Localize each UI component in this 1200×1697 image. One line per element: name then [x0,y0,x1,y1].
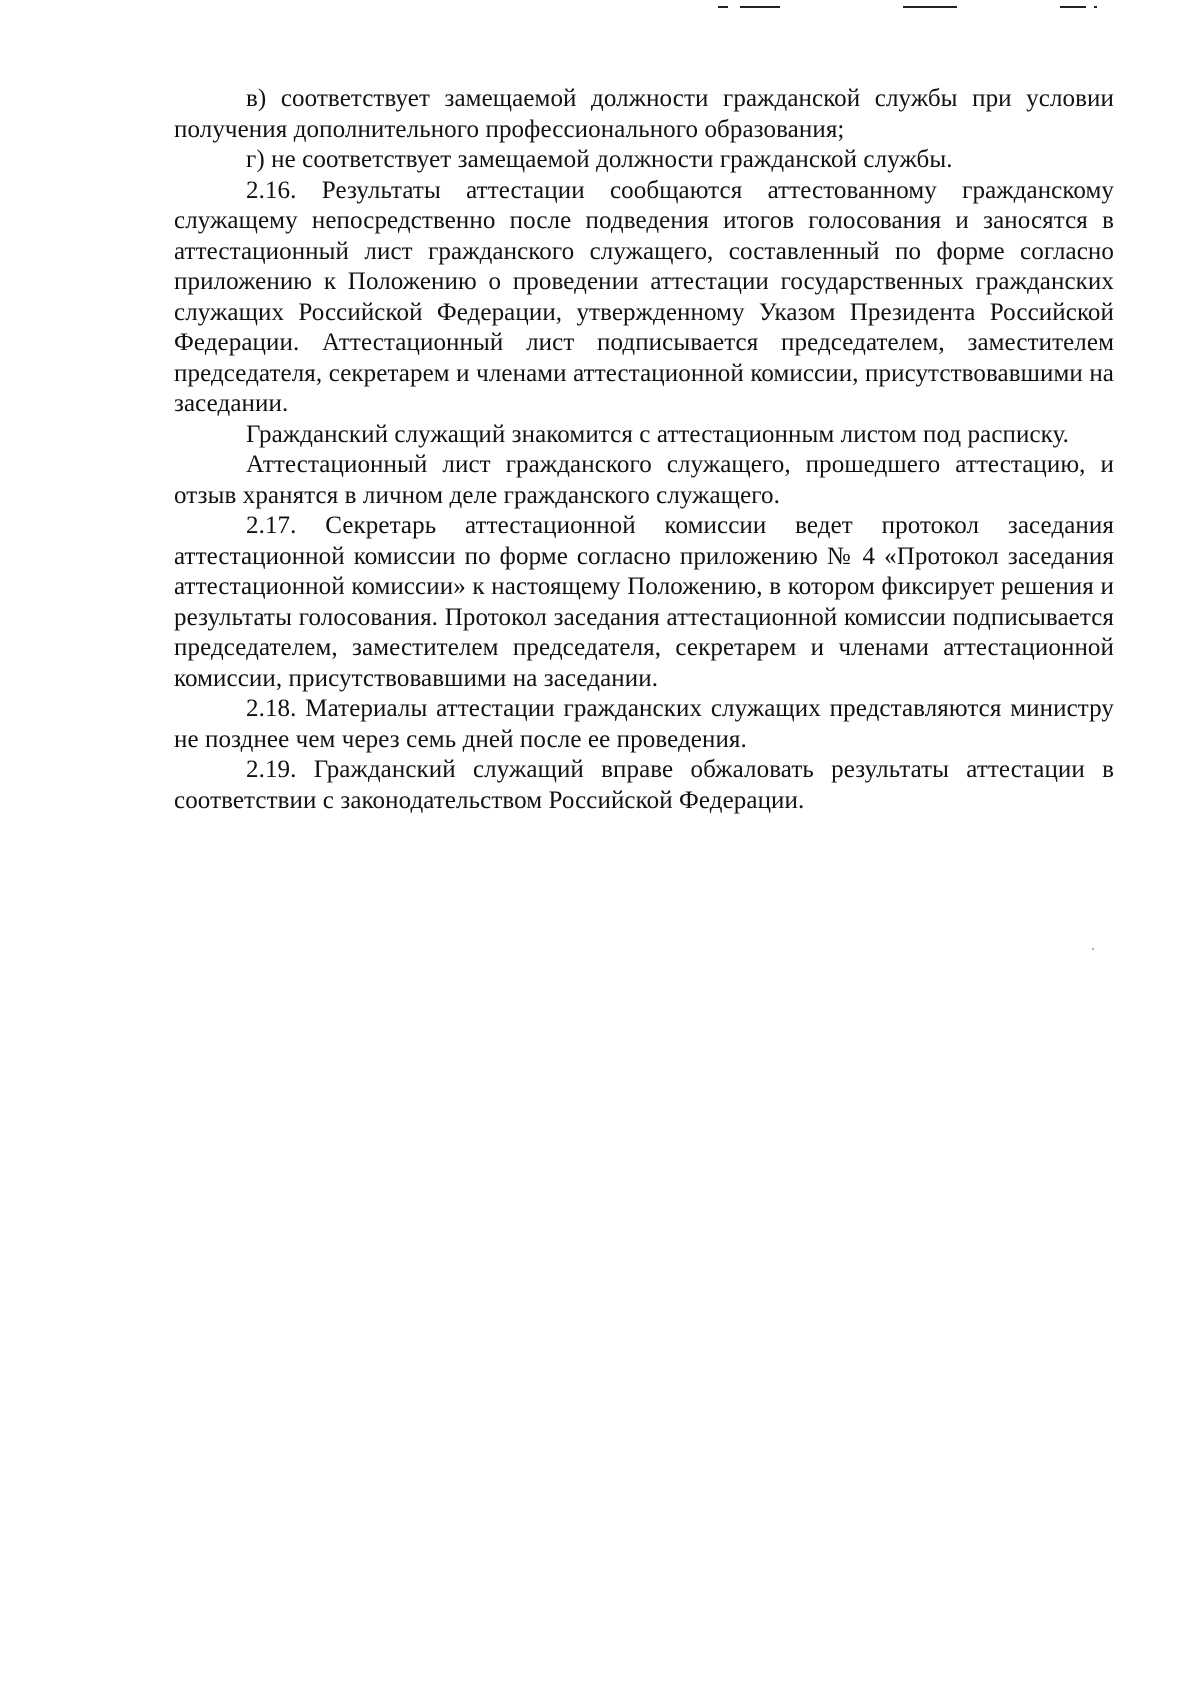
scan-mark [1094,6,1097,8]
paragraph-storage: Аттестационный лист гражданского служащего, прошедшего аттестацию, и отзыв хранятся в личном деле гражданского служащего. [174,451,1114,509]
document-body [174,84,1114,816]
paragraph-item-v: в) соответствует замещаемой должности гражданской службы при условии получения дополнительного профессионального образования; [174,85,1114,143]
scan-mark [740,6,780,8]
scan-mark [1060,6,1086,8]
scan-top-marks [0,0,1200,14]
paragraph-2-16: 2.16. Результаты аттестации сообщаются аттестованному гражданскому служащему непосредственно после подведения итогов голосования и заносятся в аттестационный лист гражданского служащего, составленный по форме согласно приложению к Положению о проведении аттестации государственных гражданских служащих Российской Федерации, утвержденному Указом Президента Российской Федерации. Аттестационный лист подписывается председателем, заместителем председателя, секретарем и членами аттестационной комиссии, присутствовавшими на заседании. [174,176,1114,417]
scan-mark [718,6,728,8]
paragraph-acquaint: Гражданский служащий знакомится с аттестационным листом под расписку. [246,420,1070,448]
paragraph-2-17: 2.17. Секретарь аттестационной комиссии ведет протокол заседания аттестационной комиссии по форме согласно приложению № 4 «Протокол заседания аттестационной комиссии» к настоящему Положению, в котором фиксирует решения и результаты голосования. Протокол заседания аттестационной комиссии подписывается председателем, заместителем председателя, секретарем и членами аттестационной комиссии, присутствовавшими на заседании. [174,512,1114,692]
paragraph-2-18: 2.18. Материалы аттестации гражданских служащих представляются министру не позднее чем через семь дней после ее проведения. [174,695,1114,753]
scan-mark [903,6,957,8]
paragraph-item-g: г) не соответствует замещаемой должности гражданской службы. [246,146,953,173]
paragraph-2-19: 2.19. Гражданский служащий вправе обжаловать результаты аттестации в соответствии с законодательством Российской Федерации. [174,756,1114,814]
scan-speck [1092,948,1094,950]
